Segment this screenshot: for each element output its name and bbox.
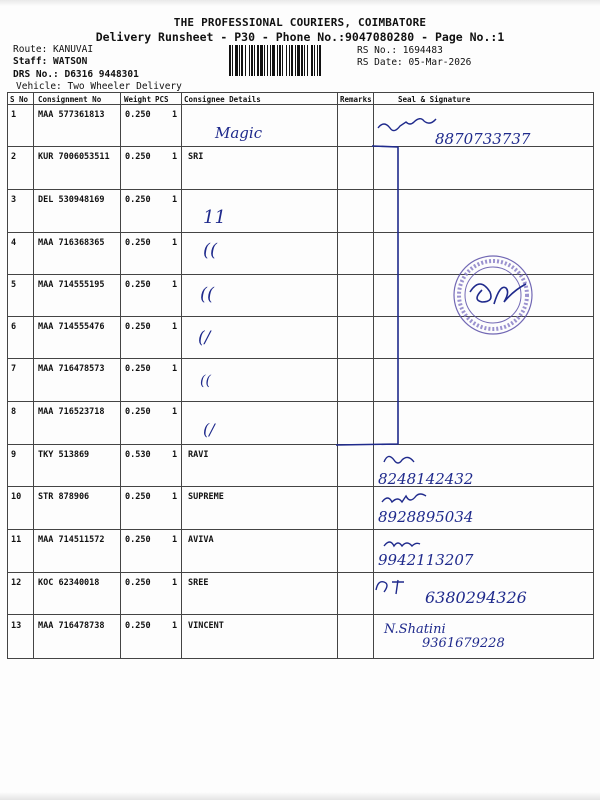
row-weight: 0.250 [125,280,151,290]
row-weight: 0.250 [125,195,151,205]
ditto-mark-row6: (/ [198,328,211,348]
handwritten-name-row1: Magic [215,124,263,142]
row-consignment: MAA 714555195 [38,280,105,290]
row-sno: 8 [11,407,17,417]
row-consignee: AVIVA [188,535,214,545]
row-pcs: 1 [172,450,178,460]
row-consignment: MAA 714511572 [38,535,105,545]
row-consignment: DEL 530948169 [38,195,105,205]
row-consignee: VINCENT [188,621,224,631]
header-pcs: PCS [155,95,169,104]
row-consignment: TKY 513869 [38,450,90,460]
row-weight: 0.250 [125,492,151,502]
handwritten-phone-row9: 8248142432 [378,470,474,488]
row-consignment: MAA 716478573 [38,364,105,374]
row-pcs: 1 [172,364,178,374]
row-weight: 0.250 [125,364,151,374]
row-pcs: 1 [172,407,178,417]
row-sno: 2 [11,152,17,162]
row-pcs: 1 [172,195,178,205]
row-sno: 11 [11,535,22,545]
row-sno: 13 [11,621,22,631]
header-consignment: Consignment No [38,95,102,104]
row-pcs: 1 [172,322,178,332]
row-sno: 10 [11,492,22,502]
row-weight: 0.250 [125,238,151,248]
row-consignee: SUPREME [188,492,224,502]
row-sno: 9 [11,450,17,460]
row-sno: 3 [11,195,17,205]
handwritten-phone-row1: 8870733737 [435,130,531,148]
signature-scribble-row1 [378,119,436,131]
rs-date: RS Date: 05-Mar-2026 [357,57,472,68]
handwritten-phone-row11: 9942113207 [378,551,474,569]
row-sno: 1 [11,110,17,120]
staff-label: Staff: WATSON [13,56,88,67]
ditto-mark-row5: (( [200,284,215,305]
handwritten-name-row13: N.Shatini [384,622,446,637]
signature-scribble-row10 [382,494,426,502]
route-label: Route: KANUVAI [13,44,94,55]
row-pcs: 1 [172,110,178,120]
header-weight: Weight [124,95,152,104]
row-sno: 12 [11,578,22,588]
row-weight: 0.250 [125,322,151,332]
row-consignee: SREE [188,578,209,588]
signature-scribble-row12 [376,580,404,594]
handwritten-phone-row13: 9361679228 [422,636,505,651]
header-seal-signature: Seal & Signature [398,95,471,104]
scan-edge-bottom [0,792,600,800]
row-weight: 0.250 [125,578,151,588]
row-weight: 0.250 [125,535,151,545]
handwritten-phone-row10: 8928895034 [378,508,474,526]
row-pcs: 1 [172,152,178,162]
row-consignment: KUR 7006053511 [38,152,110,162]
row-sno: 7 [11,364,17,374]
row-weight: 0.250 [125,110,151,120]
row-sno: 6 [11,322,17,332]
delivery-bracket-mark [336,146,398,445]
signature-scribble-row9 [384,456,414,463]
row-consignment: MAA 716368365 [38,238,105,248]
row-consignee: SRI [188,152,204,162]
row-weight: 0.250 [125,152,151,162]
header-consignee: Consignee Details [184,95,261,104]
row-pcs: 1 [172,492,178,502]
row-consignment: MAA 716523718 [38,407,105,417]
row-pcs: 1 [172,621,178,631]
delivery-stamp [454,256,532,334]
row-consignment: MAA 577361813 [38,110,105,120]
handwritten-phone-row12: 6380294326 [425,588,527,607]
stamp-signature [470,284,526,304]
row-consignment: STR 878906 [38,492,90,502]
row-consignee: RAVI [188,450,209,460]
ditto-mark-row7: (( [200,373,211,389]
row-pcs: 1 [172,238,178,248]
row-weight: 0.530 [125,450,151,460]
header-remarks: Remarks [340,95,372,104]
row-consignment: KOC 62340018 [38,578,100,588]
ditto-mark-row4: (( [203,240,218,261]
company-title: THE PROFESSIONAL COURIERS, COIMBATORE [173,16,427,29]
header-sno: S No [10,95,29,104]
row-sno: 4 [11,238,17,248]
row-weight: 0.250 [125,621,151,631]
signature-scribble-row11 [384,542,420,546]
row-consignment: MAA 714555476 [38,322,105,332]
vehicle-label: Vehicle: Two Wheeler Delivery [16,81,182,92]
row-consignment: MAA 716478738 [38,621,105,631]
row-weight: 0.250 [125,407,151,417]
row-pcs: 1 [172,578,178,588]
row-pcs: 1 [172,535,178,545]
row-sno: 5 [11,280,17,290]
rs-number: RS No.: 1694483 [357,45,443,56]
row-pcs: 1 [172,280,178,290]
drs-number: DRS No.: D6316 9448301 [13,69,139,80]
ditto-mark-row8: (/ [203,420,215,439]
runsheet-subtitle: Delivery Runsheet - P30 - Phone No.:9047080280 - Page No.:1 [95,30,505,44]
ditto-mark-row3: 11 [203,207,226,228]
